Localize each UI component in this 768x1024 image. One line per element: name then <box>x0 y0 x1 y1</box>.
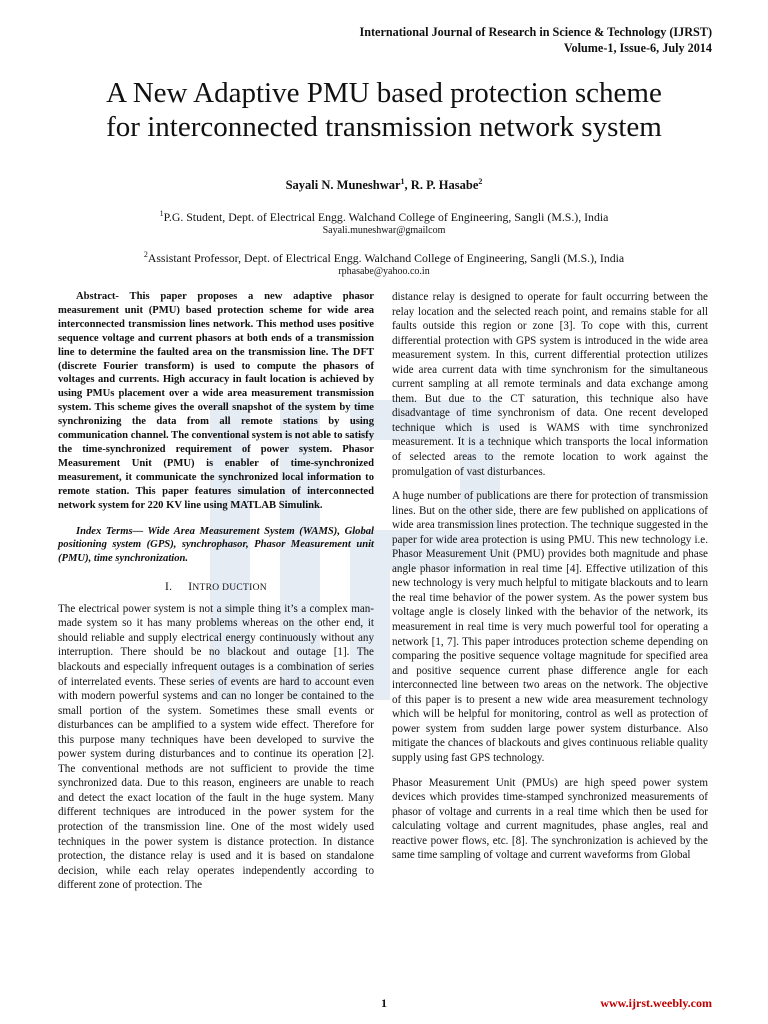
page-number: 1 <box>381 996 387 1010</box>
affiliation-1 <box>0 207 768 237</box>
affiliation-2-email: rphasabe@yahoo.co.in <box>338 265 430 277</box>
left-column <box>58 290 374 893</box>
affiliation-1-email: Sayali.muneshwar@gmailcom <box>322 224 446 236</box>
section-heading-introduction <box>58 580 374 596</box>
affiliation-2-text: Assistant Professor, Dept. of Electrical Engg. Walchand College of Engineering, Sangli (M.S.), India <box>147 250 625 265</box>
author-2: R. P. Hasabe <box>410 178 479 193</box>
affiliation-2 <box>0 248 768 278</box>
body-paragraph-2: A huge number of publications are there for protection of transmission lines. But on the other side, there are few published on applications of wide area transmission lines protection. The technique suggested in the paper for wide area protection is using PMU. This new technology i.e. Phasor Measurement Unit (PMU) provides both magnitude and phase angle phasor information in real time [4]. Effective utilization of this new technology is very much helpful to mitigate blackouts and to learn the real time behavior of the power system. As the power system bus voltage angle is closely linked with the behavior of the network, its measurement in real time is very much powerful tool for operating a network [1, 7]. This paper introduces protection scheme depending on comparing the positive sequence voltage magnitude for specified area and positive sequence current phase difference angle for each interconnected line between two areas on the network. The objective of this paper is to present a new wide area measurement technology which will be helpful for monitoring, control as well as protection of power system from sudden large power system disturbance. Also mitigate the chances of blackouts and gives continuous reliable quality supply using fast GPS technology. <box>392 490 708 764</box>
journal-name: International Journal of Research in Science & Technology (IJRST) <box>359 25 712 39</box>
index-terms: Index Terms— Wide Area Measurement System (WAMS), Global positioning system (GPS), synchrophasor, Phasor Measurement unit (PMU), time synchronization. <box>58 525 374 565</box>
introduction-paragraph: The electrical power system is not a simple thing it’s a complex man-made system so it has many problems whereas on the other end, it should reliable and supply electrical energy continuously without any interruption. There should be no blackout and outage [1]. The blackouts and especially infrequent outages is a combination of series of interrelated events. These series of events are hard to account even with modern powerful systems and can no longer be contained to the small portion of the system. Sometimes these small events or disturbances can be amplified to a system wide effect. Therefore for this purpose many techniques have been developed to survive the power system during disturbances and to continue its operation [2]. The conventional methods are not sufficient to provide the time synchronized data. Due to this reason, engineers are unable to reach and detect the exact location of the fault in the huge system. Many different techniques are introduced in the power system for the protection of the transmission line. One of the most widely used techniques in the power system is distance protection. In distance protection, the distance relay is used and it is based on standalone decision, while each relay operates independently according to different zone of protection. The <box>58 602 374 892</box>
author-2-affil-mark: 2 <box>478 177 483 186</box>
section-title-rest: NTRO DUCTION <box>192 583 267 594</box>
author-separator: , <box>404 178 411 193</box>
journal-volume: Volume-1, Issue-6, July 2014 <box>563 41 712 55</box>
section-title-initial: I <box>188 581 193 594</box>
right-column <box>392 290 708 863</box>
body-paragraph-3: Phasor Measurement Unit (PMUs) are high speed power system devices which provides time-stamped synchronized measurements of phasor of voltage and currents in a real time which then be used for calculating voltage and current magnitudes, phase angles, real and reactive power flows, etc. [8]. The synchronization is achieved by the same time sampling of voltage and current waveforms from Global <box>392 776 708 862</box>
body-paragraph-1: distance relay is designed to operate for fault occurring between the relay location and the selected reach point, and remains stable for all faults outside this region or zone [3]. To cope with this, current differential protection with GPS system is introduced in the wide area measurement system. In this, current differential protection utilizes wide area current data with time synchronism for the simultaneous current sampling at all remote terminals and data exchange among them. But due to the CT saturation, this technique also have disadvantage of time synchronism of data. One recent developed technique which is used is WAMS with time synchronized measurement. It is a technique which transports the local information of selected areas to the remote location to work against the promulgation of vast disturbances. <box>392 291 708 478</box>
author-1-affil-mark: 1 <box>400 177 405 186</box>
section-number: I. <box>165 581 173 594</box>
journal-header <box>359 24 712 56</box>
author-list <box>0 177 768 193</box>
journal-website-link[interactable]: www.ijrst.weebly.com <box>600 996 712 1010</box>
affiliation-1-text: P.G. Student, Dept. of Electrical Engg. Walchand College of Engineering, Sangli (M.S.), India <box>163 209 609 224</box>
abstract: Abstract- This paper proposes a new adaptive phasor measurement unit (PMU) based protection scheme for wide area interconnected transmission lines network. This method uses positive sequence voltage and current phasors at both ends of a transmission line to determine the faulted area on the transmission line. The DFT (discrete Fourier transform) is used to compute the phasors of voltages and currents. High accuracy in fault location is achieved by using PMUs placement over a wide area measurement transmission system. This scheme gives the overall snapshot of the system by time synchronizing the data from all remote stations by using communication channel. The conventional system is not able to satisfy the time-synchronized requirement of power system. Phasor Measurement Unit (PMU) is enabler of time-synchronized measurement, it communicate the synchronized local information to remote station. This paper features simulation of interconnected network system for 220 KV line using MATLAB Simulink. <box>58 291 374 511</box>
paper-title-line-2: for interconnected transmission network system <box>106 111 662 143</box>
affiliation-2-mark: 2 <box>143 250 148 259</box>
paper-title-line-1: A New Adaptive PMU based protection scheme <box>106 77 662 109</box>
author-1: Sayali N. Muneshwar <box>285 178 401 193</box>
affiliation-1-mark: 1 <box>159 209 164 218</box>
paper-title <box>40 76 728 144</box>
